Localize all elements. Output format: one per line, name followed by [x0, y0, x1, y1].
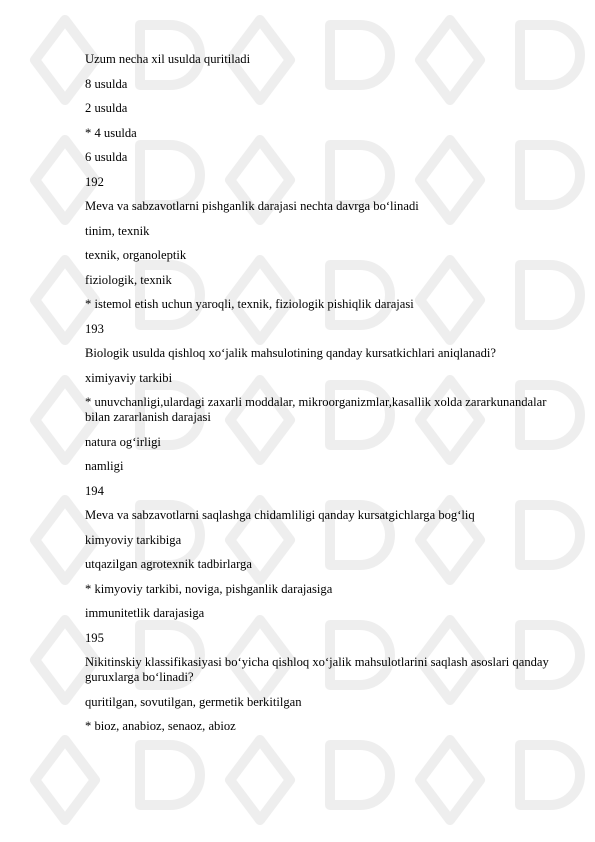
answer-option: tinim, texnik [85, 223, 150, 238]
question-text: Meva va sabzavotlarni saqlashga chidamliligi qanday kursatgichlarga bog‘liq [85, 508, 475, 522]
question-text: Uzum necha xil usulda quritiladi [85, 52, 251, 66]
document-page [85, 52, 565, 744]
answer-option: ximiyaviy tarkibi [85, 370, 173, 385]
question-number: 193 [85, 321, 104, 336]
answer-option: 6 usulda [85, 150, 128, 164]
answer-option: utqazilgan agrotexnik tadbirlarga [85, 557, 252, 571]
answer-option: natura og‘irligi [85, 434, 161, 449]
answer-option: immunitetlik darajasiga [85, 606, 205, 620]
question-number: 195 [85, 630, 104, 645]
question-number: 192 [85, 174, 104, 189]
question-text: Meva va sabzavotlarni pishganlik darajasi nechta davrga bo‘linadi [85, 199, 419, 213]
answer-option: 8 usulda [85, 76, 128, 91]
answer-option: fiziologik, texnik [85, 272, 172, 287]
answer-option: namligi [85, 459, 124, 473]
correct-answer-option: * kimyoviy tarkibi, noviga, pishganlik darajasiga [85, 581, 333, 596]
question-text: Biologik usulda qishloq xo‘jalik mahsulotining qanday kursatkichlari aniqlanadi? [85, 346, 496, 360]
question-text: Nikitinskiy klassifikasiyasi bo‘yicha qishloq xo‘jalik mahsulotlarini saqlash asoslari qanday guruxlarga bo‘linadi? [85, 655, 549, 684]
correct-answer-option: * bioz, anabioz, senaoz, abioz [85, 719, 236, 733]
correct-answer-option: * unuvchanligi,ulardagi zaxarli moddalar, mikroorganizmlar,kasallik xolda zararkunandalar bilan zararlanish darajasi [85, 395, 547, 424]
correct-answer-option: * 4 usulda [85, 125, 137, 140]
question-number: 194 [85, 483, 104, 498]
correct-answer-option: * istemol etish uchun yaroqli, texnik, fiziologik pishiqlik darajasi [85, 297, 414, 311]
answer-option: kimyoviy tarkibiga [85, 532, 182, 547]
answer-option: 2 usulda [85, 101, 128, 115]
answer-option: texnik, organoleptik [85, 248, 187, 262]
answer-option: quritilgan, sovutilgan, germetik berkitilgan [85, 694, 302, 709]
